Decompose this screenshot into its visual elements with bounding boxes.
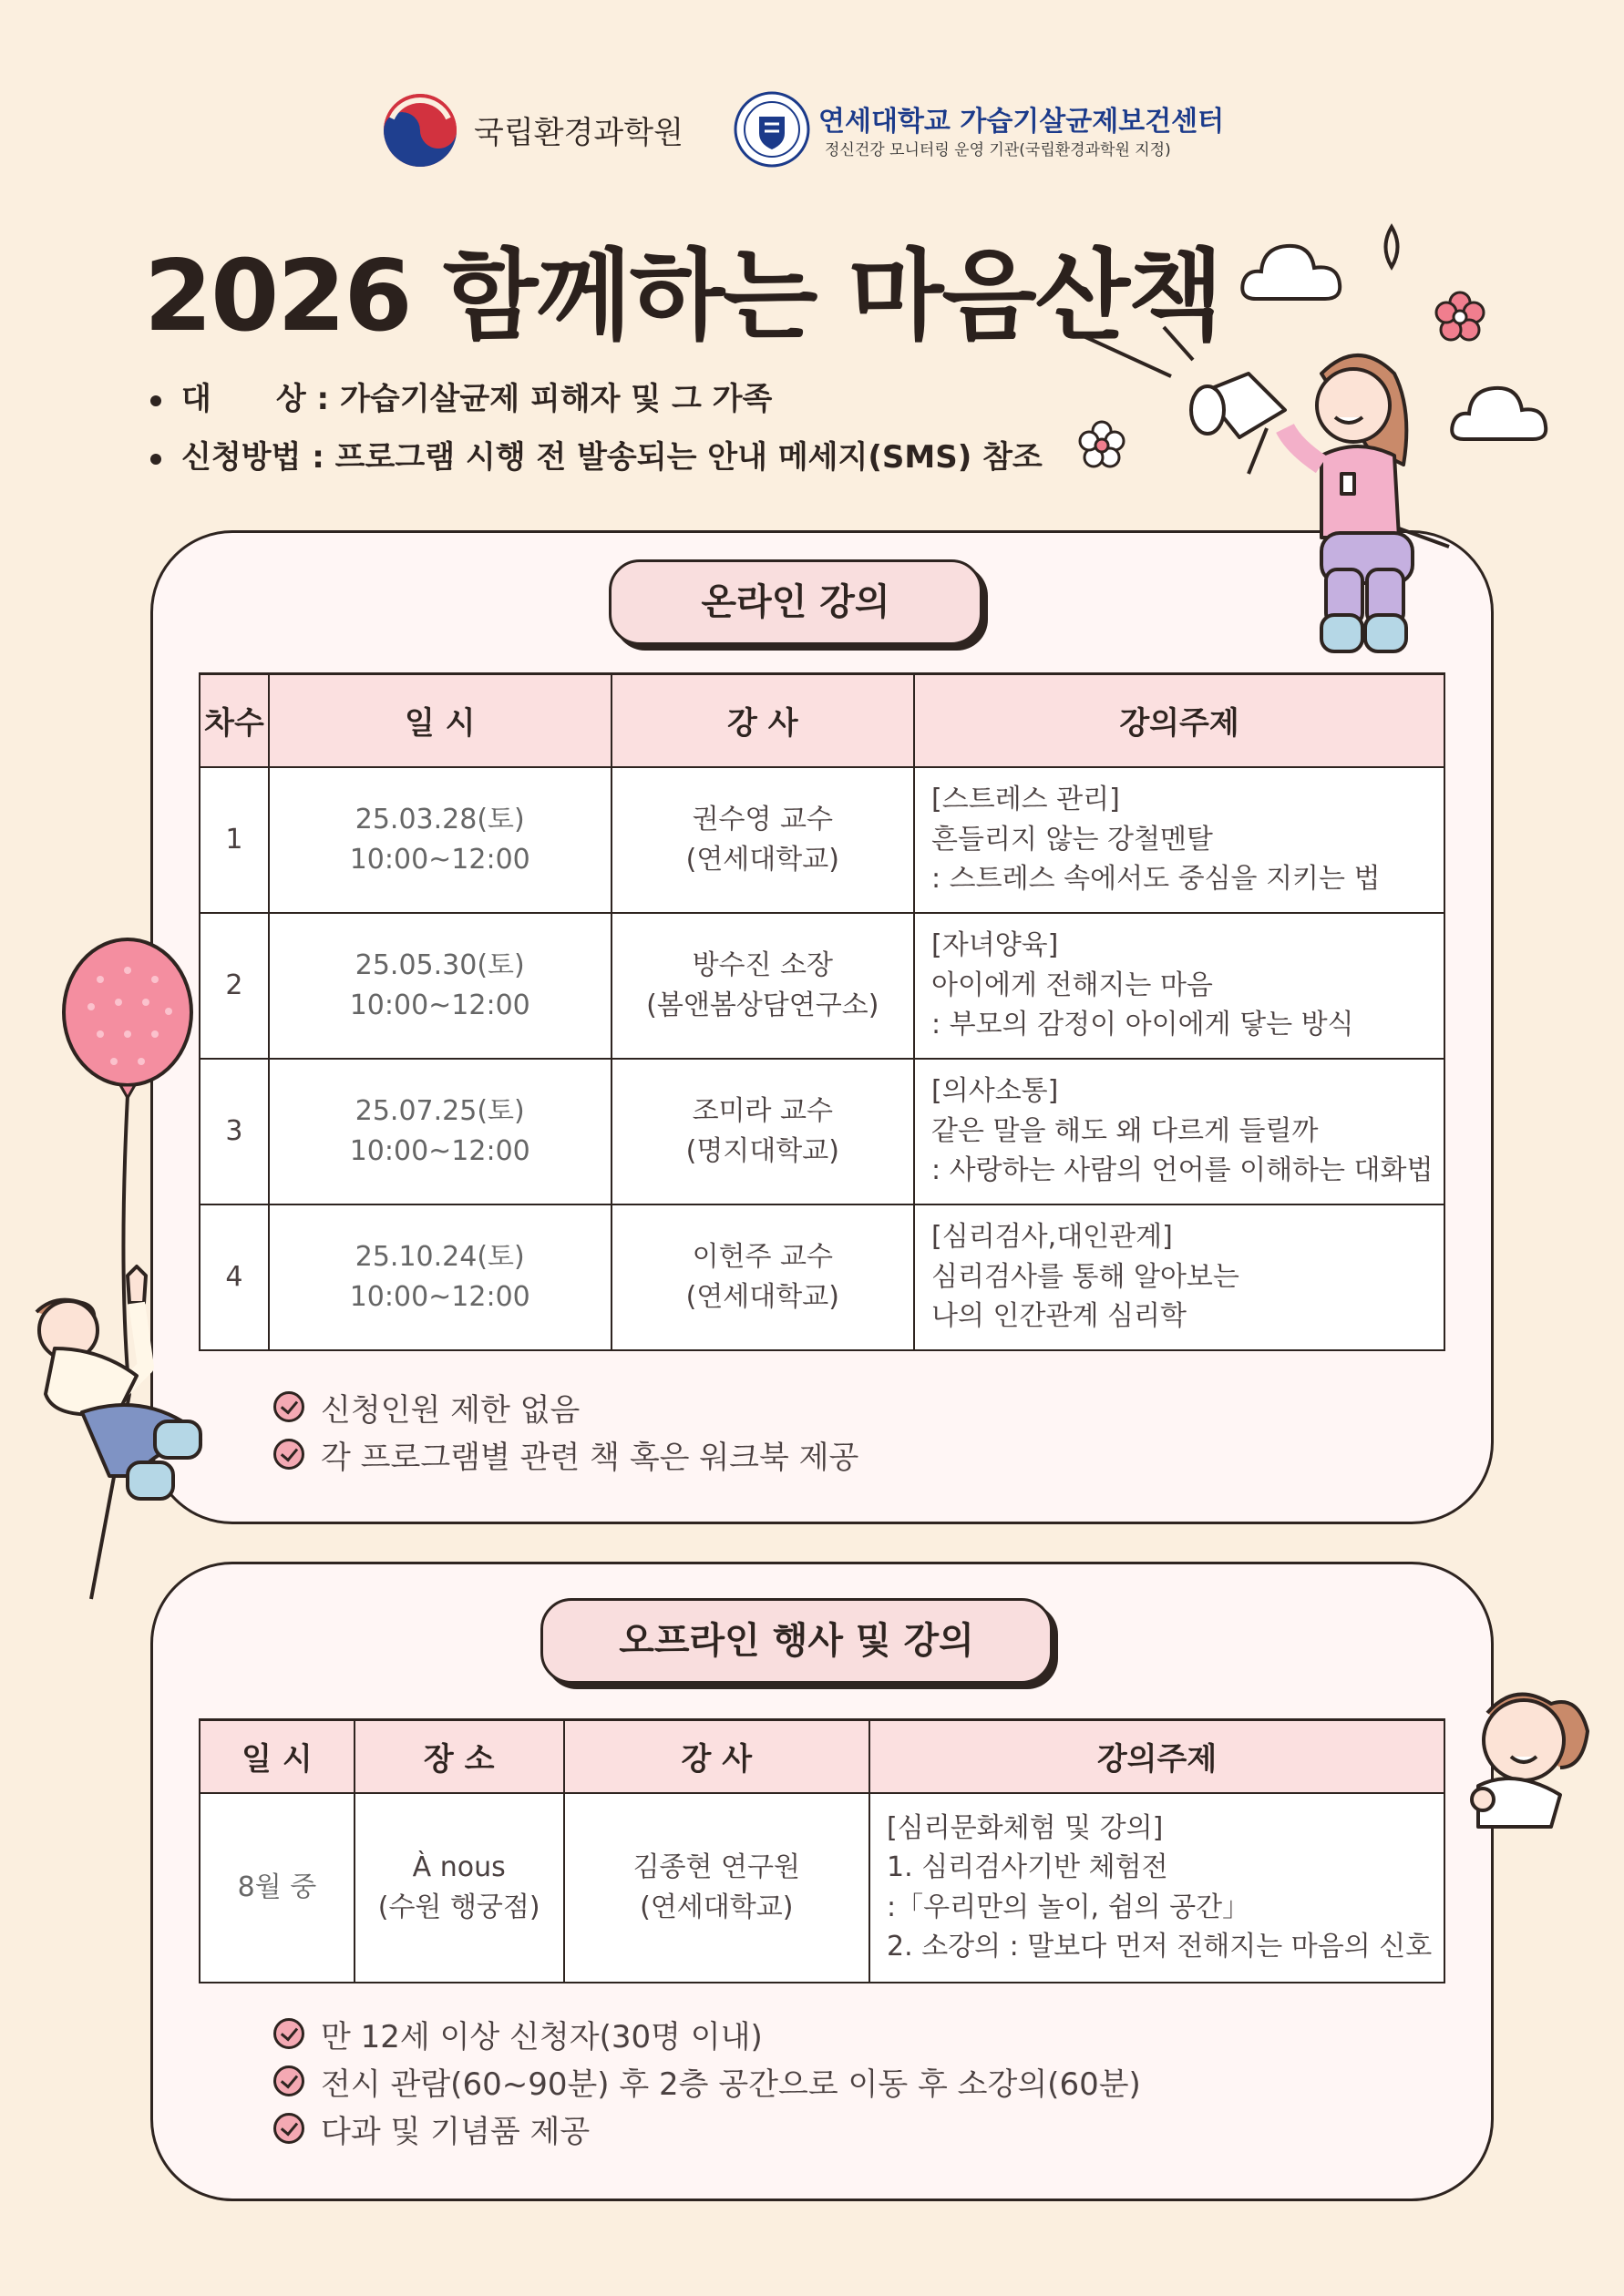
topic-title: 흔들리지 않는 강철멘탈 bbox=[931, 823, 1213, 856]
peeking-girl-illustration bbox=[1460, 1676, 1597, 1831]
boy-balloon-illustration bbox=[18, 1257, 237, 1512]
place-cell bbox=[355, 1793, 564, 1983]
topic-title: 같은 말을 해도 왜 다르게 들릴까 bbox=[931, 1114, 1319, 1147]
topic-cell bbox=[914, 913, 1444, 1059]
note-text: 만 12세 이상 신청자(30명 이내) bbox=[321, 2018, 763, 2055]
col-round: 차수 bbox=[200, 674, 269, 767]
cloud-icon bbox=[1238, 235, 1345, 308]
online-schedule-table bbox=[199, 672, 1445, 1351]
table-row bbox=[200, 913, 1444, 1059]
note-item bbox=[273, 2057, 1141, 2105]
page-title: 2026 함께하는 마음산책 bbox=[144, 240, 1222, 354]
topic-cell bbox=[869, 1793, 1444, 1983]
topic-category: [자녀양육] bbox=[931, 929, 1059, 962]
yonsei-center-subtitle: 정신건강 모니터링 운영 기관(국립환경과학원 지정) bbox=[825, 141, 1171, 159]
apply-text: 프로그램 시행 전 발송되는 안내 메세지(SMS) 참조 bbox=[334, 439, 1043, 476]
topic-line: :「우리만의 놀이, 쉼의 공간」 bbox=[887, 1891, 1250, 1923]
lecturer-cell bbox=[612, 1204, 914, 1350]
lecturer-cell bbox=[612, 1059, 914, 1204]
offline-heading: 오프라인 행사 및 강의 bbox=[540, 1598, 1053, 1684]
place-branch: (수원 행궁점) bbox=[377, 1891, 540, 1923]
leaf-icon bbox=[1378, 223, 1405, 271]
table-row bbox=[200, 1793, 1444, 1983]
col-lecturer: 강 사 bbox=[564, 1720, 870, 1793]
lecturer-cell bbox=[612, 913, 914, 1059]
note-item bbox=[273, 1430, 858, 1478]
col-lecturer: 강 사 bbox=[612, 674, 914, 767]
cloud-icon bbox=[1447, 379, 1549, 448]
topic-cell bbox=[914, 1059, 1444, 1204]
online-heading: 온라인 강의 bbox=[609, 559, 982, 645]
check-circle-icon bbox=[273, 1439, 304, 1470]
round-number: 1 bbox=[200, 767, 269, 913]
lecturer-affiliation: (명지대학교) bbox=[685, 1134, 839, 1167]
balloon-icon bbox=[55, 934, 210, 1116]
event-date: 8월 중 bbox=[200, 1793, 355, 1983]
nier-logo bbox=[383, 93, 457, 168]
target-label: 대 상 bbox=[181, 381, 306, 417]
table-row bbox=[200, 1059, 1444, 1204]
note-item bbox=[273, 2105, 1141, 2152]
check-circle-icon bbox=[273, 2113, 304, 2144]
target-text: 가습기살균제 피해자 및 그 가족 bbox=[340, 381, 773, 417]
flower-icon bbox=[1075, 419, 1128, 472]
round-number: 4 bbox=[200, 1204, 269, 1350]
topic-category: [의사소통] bbox=[931, 1075, 1059, 1108]
session-date: 25.05.30(토) 10:00~12:00 bbox=[269, 913, 612, 1059]
round-number: 2 bbox=[200, 913, 269, 1059]
place-name: À nous bbox=[412, 1851, 506, 1883]
lecturer-name: 김종현 연구원 bbox=[632, 1851, 800, 1883]
check-circle-icon bbox=[273, 1391, 304, 1422]
topic-category: [심리검사,대인관계] bbox=[931, 1221, 1173, 1254]
topic-cell bbox=[914, 767, 1444, 913]
col-datetime: 일 시 bbox=[269, 674, 612, 767]
yonsei-center-name: 연세대학교 가습기살균제보건센터 bbox=[818, 106, 1225, 138]
note-text: 다과 및 기념품 제공 bbox=[321, 2113, 591, 2150]
sound-lines-icon bbox=[1080, 323, 1198, 387]
lecturer-affiliation: (연세대학교) bbox=[640, 1891, 794, 1923]
col-topic: 강의주제 bbox=[869, 1720, 1444, 1793]
lecturer-name: 방수진 소장 bbox=[692, 949, 833, 981]
bullet-icon bbox=[150, 395, 161, 406]
girl-megaphone-illustration bbox=[1185, 337, 1458, 656]
col-topic: 강의주제 bbox=[914, 674, 1444, 767]
nier-name: 국립환경과학원 bbox=[474, 115, 684, 151]
apply-label: 신청방법 bbox=[181, 439, 302, 476]
offline-notes bbox=[273, 2010, 1141, 2152]
topic-subtitle: : 사랑하는 사람의 언어를 이해하는 대화법 bbox=[931, 1154, 1434, 1187]
lecturer-name: 권수영 교수 bbox=[692, 804, 833, 835]
topic-category: [심리문화체험 및 강의] bbox=[887, 1811, 1164, 1844]
topic-category: [스트레스 관리] bbox=[931, 784, 1120, 816]
check-circle-icon bbox=[273, 2018, 304, 2049]
online-notes bbox=[273, 1383, 858, 1478]
topic-subtitle: : 스트레스 속에서도 중심을 지키는 법 bbox=[931, 863, 1381, 896]
apply-info: 신청방법 : 프로그램 시행 전 발송되는 안내 메세지(SMS) 참조 bbox=[150, 432, 1043, 477]
lecturer-cell bbox=[564, 1793, 870, 1983]
lecturer-cell bbox=[612, 767, 914, 913]
col-datetime: 일 시 bbox=[200, 1720, 355, 1793]
topic-subtitle: 나의 인간관계 심리학 bbox=[931, 1300, 1187, 1333]
offline-schedule-table bbox=[199, 1718, 1445, 1983]
table-row bbox=[200, 767, 1444, 913]
yonsei-shield-icon bbox=[734, 91, 810, 168]
taegeuk-icon bbox=[383, 93, 457, 168]
session-date: 25.07.25(토) 10:00~12:00 bbox=[269, 1059, 612, 1204]
target-info: 대 상 : 가습기살균제 피해자 및 그 가족 bbox=[150, 374, 772, 418]
note-text: 각 프로그램별 관련 책 혹은 워크북 제공 bbox=[321, 1439, 859, 1476]
lecturer-affiliation: (연세대학교) bbox=[685, 843, 839, 876]
flower-icon bbox=[1433, 290, 1487, 344]
bullet-icon bbox=[150, 454, 161, 465]
note-text: 신청인원 제한 없음 bbox=[321, 1391, 581, 1429]
topic-line: 2. 소강의 : 말보다 먼저 전해지는 마음의 신호 bbox=[887, 1931, 1433, 1963]
topic-line: 1. 심리검사기반 체험전 bbox=[887, 1851, 1168, 1883]
lecturer-affiliation: (연세대학교) bbox=[685, 1280, 839, 1313]
round-number: 3 bbox=[200, 1059, 269, 1204]
col-place: 장 소 bbox=[355, 1720, 564, 1793]
lecturer-name: 이헌주 교수 bbox=[692, 1241, 833, 1273]
check-circle-icon bbox=[273, 2065, 304, 2096]
topic-title: 심리검사를 통해 알아보는 bbox=[931, 1260, 1239, 1293]
topic-title: 아이에게 전해지는 마음 bbox=[931, 969, 1213, 1001]
topic-cell bbox=[914, 1204, 1444, 1350]
yonsei-emblem bbox=[734, 91, 810, 168]
session-date: 25.10.24(토) 10:00~12:00 bbox=[269, 1204, 612, 1350]
note-text: 전시 관람(60~90분) 후 2층 공간으로 이동 후 소강의(60분) bbox=[321, 2065, 1141, 2103]
note-item bbox=[273, 1383, 858, 1430]
lecturer-affiliation: (봄앤봄상담연구소) bbox=[646, 989, 879, 1021]
table-row bbox=[200, 1204, 1444, 1350]
note-item bbox=[273, 2010, 1141, 2057]
lecturer-name: 조미라 교수 bbox=[692, 1095, 833, 1127]
session-date: 25.03.28(토) 10:00~12:00 bbox=[269, 767, 612, 913]
topic-subtitle: : 부모의 감정이 아이에게 닿는 방식 bbox=[931, 1009, 1354, 1041]
